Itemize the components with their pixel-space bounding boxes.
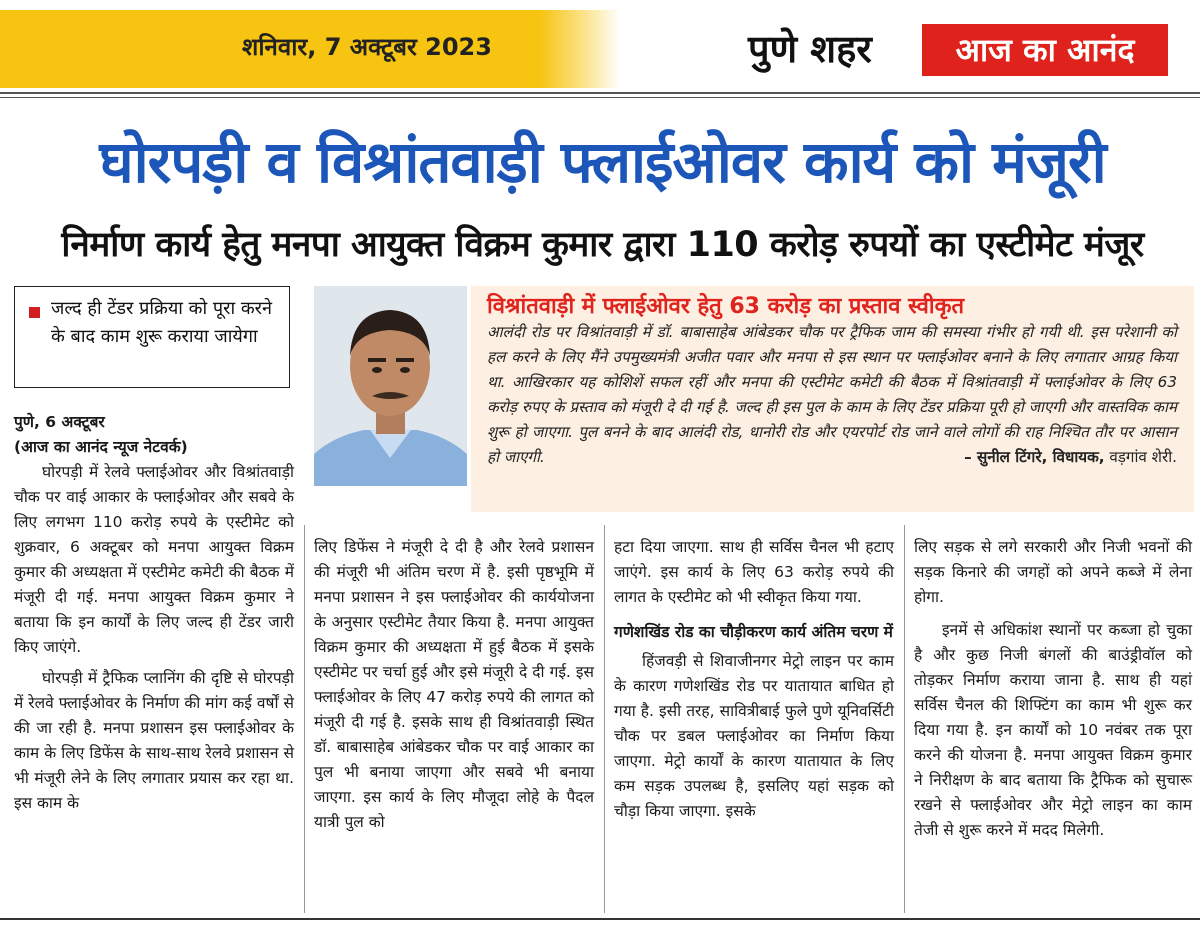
highlight-text: जल्द ही टेंडर प्रक्रिया को पूरा करने के बाद काम शुरू कराया जायेगा	[51, 298, 273, 347]
paragraph: हटा दिया जाएगा. साथ ही सर्विस चैनल भी हटाए जाएंगे. इस कार्य के लिए 63 करोड़ रुपये की लागत के एस्टीमेट को भी स्वीकृत किया गया.	[614, 538, 894, 606]
issue-date: शनिवार, 7 अक्टूबर 2023	[242, 33, 492, 61]
paragraph: घोरपड़ी में रेलवे फ्लाईओवर और विश्रांतवाड़ी चौक पर वाई आकार के फ्लाईओवर और सबवे के लिए लगभग 110 करोड़ रुपये के एस्टीमेट को शुक्रवार, 6 अक्टूबर को मनपा आयुक्त विक्रम कुमार की अध्यक्षता में एस्टीमेट कमेटी की बैठक में मंजूरी दी गई. मनपा आयुक्त विक्रम कुमार ने बताया कि इन कार्यों के लिए जल्द ही टेंडर जारी किए जाएंगे.	[14, 463, 294, 656]
column-divider	[304, 525, 305, 913]
paragraph: घोरपड़ी में ट्रैफिक प्लानिंग की दृष्टि से घोरपड़ी में रेलवे फ्लाईओवर के निर्माण की मांग कई वर्षों से की जा रही है. मनपा प्रशासन इस फ्लाईओवर के काम के लिए डिफेंस के साथ-साथ रेलवे प्रशासन से भी मंजूरी लेने के लिए लगातार प्रयास कर रहा था. इस काम के	[14, 669, 294, 812]
dateline-agency: (आज का आनंद न्यूज नेटवर्क)	[14, 438, 188, 456]
footer-rule	[0, 918, 1200, 920]
article-column-4	[914, 535, 1192, 843]
quote-box	[471, 286, 1194, 512]
newspaper-logo: आज का आनंद	[922, 24, 1168, 76]
paragraph: इनमें से अधिकांश स्थानों पर कब्जा हो चुका है और कुछ निजी बंगलों की बाउंड्रीवॉल को तोड़कर निर्माण कराया जाना है. साथ ही यहां सर्विस चैनल की शिफ्टिंग का काम भी शुरू कर दिया गया है. इन कार्यों को 10 नवंबर तक पूरा करने की योजना है. मनपा आयुक्त विक्रम कुमार ने निरीक्षण के बाद बताया कि ट्रैफिक को सुचारू रखने से फ्लाईओवर और मेट्रो लाइन का काम तेजी से शुरू करने में मदद मिलेगी.	[914, 621, 1192, 839]
quote-signature: – सुनील टिंगरे, विधायक,	[964, 448, 1105, 466]
header-rule-thin	[0, 97, 1200, 98]
highlight-box	[14, 286, 290, 388]
masthead-band	[0, 0, 1200, 92]
paragraph: हिंजवड़ी से शिवाजीनगर मेट्रो लाइन पर काम के कारण गणेशखिंड रोड पर यातायात बाधित हो गया है. इसी तरह, सावित्रीबाई फुले पुणे यूनिवर्सिटी चौक पर डबल फ्लाईओवर का निर्माण किया जाएगा. मेट्रो कार्यों के कारण यातायात के लिए कम सड़क उपलब्ध है, इसलिए यहां सड़क को चौड़ा किया जाएगा. इसके	[614, 652, 894, 820]
quote-text: आलंदी रोड पर विश्रांतवाड़ी में डॉ. बाबासाहेब आंबेडकर चौक पर ट्रैफिक जाम की समस्या गंभीर हो गयी थी. इस परेशानी को हल करने के लिए मैंने उपमुख्यमंत्री अजीत पवार और मनपा से इस स्थान पर फ्लाईओवर बनाने के लिए लगातार आग्रह किया था. आखिरकार यह कोशिशें सफल रहीं और मनपा की एस्टीमेट कमेटी की बैठक में विश्रांतवाड़ी में फ्लाईओवर के लिए 63 करोड़ रुपए के प्रस्ताव को मंजूरी दे दी गई है. जल्द ही इस पुल के काम के लिए टेंडर प्रक्रिया पूरी हो जाएगी और वास्तविक काम शुरू हो जाएगा. पुल बनने के बाद आलंदी रोड, धानोरी रोड और एयरपोर्ट रोड जाने वाले लोगों की राह निश्चित तौर पर आसान हो जाएगी.	[487, 323, 1177, 466]
red-square-bullet-icon	[29, 307, 40, 318]
header-rule	[0, 92, 1200, 94]
masthead-fade	[540, 10, 620, 88]
column-divider	[604, 525, 605, 913]
article-column-3	[614, 535, 894, 824]
section-city: पुणे शहर	[748, 27, 872, 71]
mla-portrait-photo	[314, 286, 467, 486]
section-heading: गणेशखिंड रोड का चौड़ीकरण कार्य अंतिम चरण में	[614, 623, 893, 641]
paragraph: लिए सड़क से लगे सरकारी और निजी भवनों की सड़क किनारे की जगहों को अपने कब्जे में लेना होगा.	[914, 538, 1192, 606]
dateline-place: पुणे, 6 अक्टूबर	[14, 413, 105, 431]
article-column-1	[14, 410, 294, 816]
article-column-2	[314, 535, 594, 835]
quote-signature-place: वड़गांव शेरी.	[1109, 448, 1177, 466]
quote-body	[487, 320, 1177, 470]
paragraph: लिए डिफेंस ने मंजूरी दे दी है और रेलवे प्रशासन की मंजूरी भी अंतिम चरण में है. इसी पृष्ठभूमि में मनपा प्रशासन ने इस फ्लाईओवर की कार्ययोजना के अनुसार एस्टीमेट तैयार किया है. मनपा आयुक्त विक्रम कुमार की अध्यक्षता में हुई बैठक में इसके एस्टीमेट पर चर्चा हुई और इसे मंजूरी दे दी गई. इस फ्लाईओवर के लिए 47 करोड़ रुपये की लागत को मंजूरी दी गई है. इसके साथ ही विश्रांतवाड़ी स्थित डॉ. बाबासाहेब आंबेडकर चौक पर वाई आकार का पुल भी बनाया जाएगा और सबवे भी बनाया जाएगा. इस कार्य के लिए मौजूदा लोहे के पैदल यात्री पुल को	[314, 538, 594, 831]
column-divider	[904, 525, 905, 913]
quote-title: विश्रांतवाड़ी में फ्लाईओवर हेतु 63 करोड़ का प्रस्ताव स्वीकृत	[487, 294, 965, 319]
headline: घोरपड़ी व विश्रांतवाड़ी फ्लाईओवर कार्य को मंजूरी	[99, 128, 1106, 196]
subheadline: निर्माण कार्य हेतु मनपा आयुक्त विक्रम कुमार द्वारा 110 करोड़ रुपयों का एस्टीमेट मंजूर	[61, 225, 1144, 265]
portrait-illustration	[314, 286, 467, 486]
